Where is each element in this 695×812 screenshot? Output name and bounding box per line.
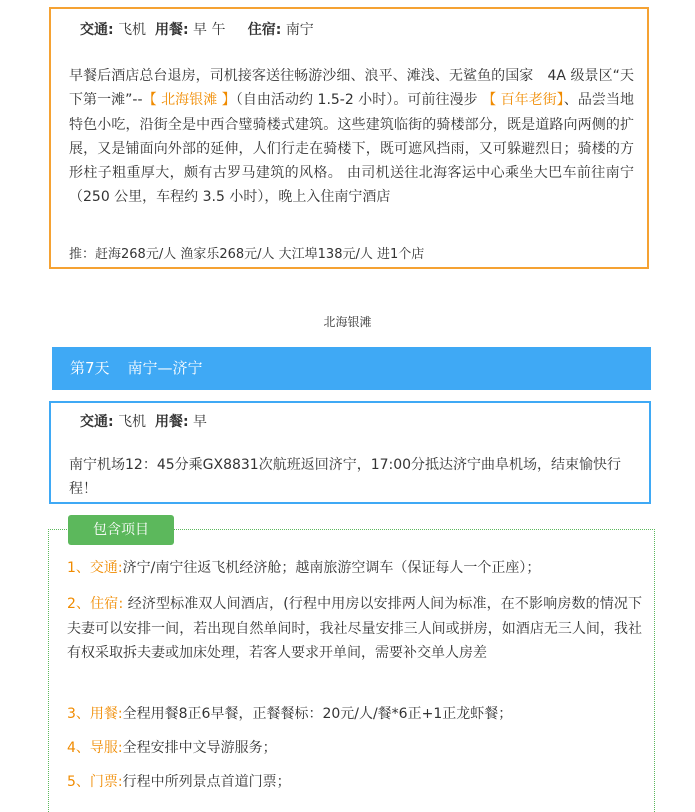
transport-label: 交通: (80, 22, 114, 38)
stay-label: 住宿: (247, 22, 282, 38)
transport-value: 飞机 (118, 22, 147, 38)
include-key: 5、门票: (67, 774, 123, 790)
day7-description: 南宁机场12：45分乘GX8831次航班返回济宁，17:00分抵达济宁曲阜机场，结束愉快行程！ (69, 457, 622, 498)
include-key: 1、交通: (67, 560, 123, 576)
include-text: 全程用餐8正6早餐，正餐餐标：20元/人/餐*6正+1正龙虾餐； (122, 706, 513, 722)
day6-recommendation: 推：赶海268元/人 渔家乐268元/人 大江埠138元/人 进1个店 (69, 247, 425, 262)
desc-text-2: （自由活动约 1.5-2 小时）。可前往漫步 (235, 92, 483, 109)
day7-route: 南宁—济宁 (127, 359, 203, 377)
old-street-link[interactable]: 【 百年老街】 (482, 92, 564, 109)
include-key: 2、住宿: (67, 596, 124, 612)
day6-meta-line (80, 19, 314, 39)
transport-label: 交通: (80, 414, 114, 430)
include-item-guide (67, 736, 642, 761)
desc-text-3: 、品尝当地特色小吃，沿街全是中西合璧骑楼式建筑。这些建筑临街的骑楼部分，既是道路向两侧的扩展，又是铺面向外部的延伸，人们行走在骑楼下，既可遮风挡雨，又可躲避烈日；骑楼的方形柱子粗重厚大，颇有古罗马建筑的风格。 由司机送往北海客运中心乘坐大巴车前往南宁（250 公里，车程约 3.5 小时），晚上入住南宁酒店 (69, 92, 635, 206)
include-text: 济宁/南宁往返飞机经济舱；越南旅游空调车（保证每人一个正座）； (122, 560, 541, 576)
meals-label: 用餐: (154, 22, 189, 38)
stay-value: 南宁 (285, 22, 314, 38)
include-text: 经济型标准双人间酒店，(行程中用房以安排两人间为标准，在不影响房数的情况下夫妻可以安排一间，若出现自然单间时，我社尽量安排三人间或拼房，如酒店无三人间，我社有权采取拆夫妻或加床处理，若客人要求开单间，需要补交单人房差 (67, 596, 642, 661)
meals-value: 早 (193, 414, 208, 430)
includes-tag: 包含项目 (68, 515, 174, 545)
day6-detail-box (49, 7, 649, 269)
beihai-silver-beach-link[interactable]: 【 北海银滩 】 (142, 92, 236, 109)
transport-value: 飞机 (118, 414, 147, 430)
desc-text-1: 早餐后酒店总台退房，司机接客送往畅游沙细、浪平、滩浅、无鲨鱼的国家 4A 级景区“天下第一滩”-- (69, 68, 634, 109)
include-item-transport (67, 556, 642, 581)
include-text: 行程中所列景点首道门票； (122, 774, 291, 790)
include-item-lodging (67, 592, 642, 666)
include-key: 3、用餐: (67, 706, 123, 722)
meals-value: 早 午 (193, 22, 226, 38)
day7-header-bar (52, 347, 651, 390)
include-item-tickets (67, 770, 642, 795)
day7-meta-line (80, 411, 207, 431)
include-item-meals (67, 702, 642, 727)
image-caption: 北海银滩 (323, 315, 372, 329)
include-text: 全程安排中文导游服务； (122, 740, 277, 756)
include-key: 4、导服: (67, 740, 123, 756)
day7-label: 第7天 (70, 359, 110, 377)
day6-description (69, 64, 634, 210)
meals-label: 用餐: (154, 414, 189, 430)
day7-detail-box (49, 401, 651, 504)
